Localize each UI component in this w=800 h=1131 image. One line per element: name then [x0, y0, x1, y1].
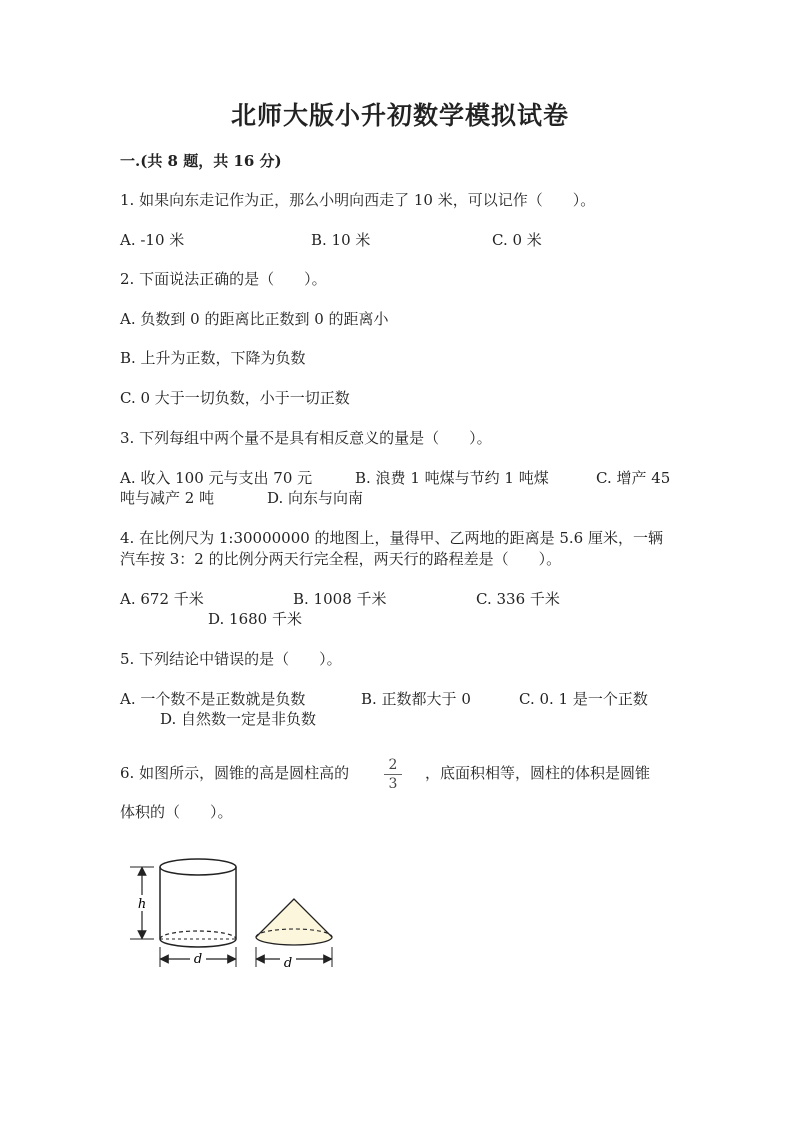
q4-option-b: B. 1008 千米 — [293, 590, 387, 608]
q1-option-c: C. 0 米 — [492, 231, 542, 249]
q3-option-c: C. 增产 45 — [596, 469, 671, 487]
fraction-denominator: 3 — [388, 776, 398, 792]
cylinder-cone-figure — [124, 855, 339, 985]
cone-shape — [256, 899, 332, 945]
question-6-part-1: 6. 如图所示，圆锥的高是圆柱高的 — [120, 764, 350, 782]
fraction-two-thirds — [380, 757, 406, 792]
question-1: 1. 如果向东走记作为正，那么小明向西走了 10 米，可以记作（ ）。 — [120, 191, 596, 209]
height-label: h — [137, 897, 147, 912]
q2-option-a: A. 负数到 0 的距离比正数到 0 的距离小 — [120, 310, 389, 328]
section-heading: 一.(共 8 题，共 16 分) — [120, 152, 282, 170]
cone-diameter-indicator — [256, 947, 332, 967]
cone-diameter-label: d — [283, 956, 293, 971]
q3-option-b: B. 浪费 1 吨煤与节约 1 吨煤 — [355, 469, 549, 487]
question-6-line-2: 体积的（ ）。 — [120, 803, 233, 821]
fraction-bar — [384, 774, 402, 775]
question-4-line-1: 4. 在比例尺为 1:30000000 的地图上，量得甲、乙两地的距离是 5.6 厘米，一辆 — [120, 529, 663, 547]
question-2: 2. 下面说法正确的是（ ）。 — [120, 270, 327, 288]
question-4-line-2: 汽车按 3：2 的比例分两天行完全程，两天行的路程差是（ ）。 — [120, 550, 562, 568]
fraction-numerator: 2 — [388, 757, 398, 773]
page-title: 北师大版小升初数学模拟试卷 — [230, 101, 569, 130]
q3-option-d: D. 向东与向南 — [267, 489, 364, 507]
q3-option-c-cont: 吨与减产 2 吨 — [120, 489, 215, 507]
q3-option-a: A. 收入 100 元与支出 70 元 — [120, 469, 313, 487]
q1-option-a: A. -10 米 — [120, 231, 185, 249]
q5-option-c: C. 0. 1 是一个正数 — [519, 690, 648, 708]
cylinder-diameter-label: d — [193, 952, 203, 967]
q5-option-d: D. 自然数一定是非负数 — [160, 710, 317, 728]
question-6-part-2: ，底面积相等，圆柱的体积是圆锥 — [425, 764, 651, 782]
q5-option-b: B. 正数都大于 0 — [361, 690, 471, 708]
question-5: 5. 下列结论中错误的是（ ）。 — [120, 650, 342, 668]
q4-option-a: A. 672 千米 — [120, 590, 204, 608]
q4-option-d: D. 1680 千米 — [208, 610, 302, 628]
q2-option-c: C. 0 大于一切负数，小于一切正数 — [120, 389, 350, 407]
cylinder-shape — [160, 859, 236, 947]
q2-option-b: B. 上升为正数，下降为负数 — [120, 349, 306, 367]
q4-option-c: C. 336 千米 — [476, 590, 560, 608]
q5-option-a: A. 一个数不是正数就是负数 — [120, 690, 306, 708]
question-3: 3. 下列每组中两个量不是具有相反意义的量是（ ）。 — [120, 429, 492, 447]
q1-option-b: B. 10 米 — [311, 231, 371, 249]
